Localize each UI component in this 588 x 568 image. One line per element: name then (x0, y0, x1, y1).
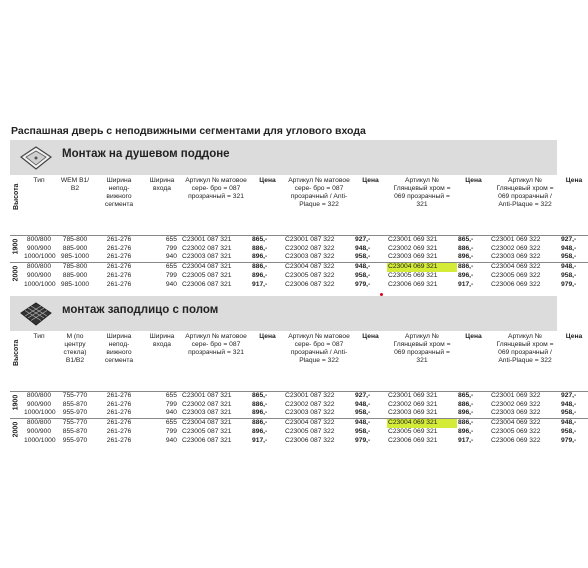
type: 800/800 (23, 236, 55, 245)
price: 958,- (355, 427, 371, 435)
width-range: 985-1000 (60, 253, 90, 261)
price: 886,- (458, 244, 474, 252)
column-header: Цена (465, 333, 482, 340)
width-range: 855-870 (62, 400, 88, 408)
price: 917,- (252, 280, 268, 288)
article-number: C23001 069 322 (490, 236, 560, 245)
article-number: C23003 069 322 (491, 253, 541, 261)
article-number: C23001 069 321 (387, 392, 457, 401)
height-value: 2000 (12, 265, 20, 282)
column-header: WEM B1/ B2 (60, 177, 90, 192)
article-number: C23001 087 322 (284, 392, 354, 401)
entry-width: 655 (143, 263, 181, 272)
price: 865,- (457, 236, 490, 245)
article-number: C23006 087 322 (285, 436, 335, 444)
entry-width: 655 (143, 236, 181, 245)
width-range: 885-900 (62, 271, 88, 279)
table-header-row (10, 331, 588, 392)
fixed-segment-width: 261-276 (106, 244, 132, 252)
height-header: Высота (12, 183, 20, 210)
entry-width: 799 (165, 427, 177, 435)
price: 896,- (458, 427, 474, 435)
price: 896,- (252, 409, 268, 417)
fixed-segment-width: 261-276 (106, 409, 132, 417)
article-number: C23003 087 321 (182, 409, 232, 417)
price: 927,- (354, 392, 387, 401)
entry-width: 799 (165, 244, 177, 252)
article-number: C23005 087 322 (285, 271, 335, 279)
fixed-segment-width: 261-276 (95, 236, 143, 245)
table-row (10, 392, 588, 401)
price-table (10, 331, 588, 445)
type: 1000/1000 (24, 253, 56, 261)
price: 958,- (561, 271, 577, 279)
fixed-segment-width: 261-276 (106, 253, 132, 261)
table-header-row (10, 175, 588, 236)
price: 896,- (458, 271, 474, 279)
column-header: Артикул № матовое сере- бро = 087 прозрачный = 321 (185, 333, 247, 356)
type: 900/900 (26, 271, 52, 279)
price: 948,- (355, 244, 371, 252)
price: 958,- (561, 409, 577, 417)
article-number: C23006 069 322 (491, 436, 541, 444)
width-range: 855-870 (62, 427, 88, 435)
price: 948,- (560, 419, 588, 428)
type: 1000/1000 (24, 409, 56, 417)
column-header: Цена (565, 333, 583, 340)
column-header: Тип (33, 177, 45, 184)
article-number: C23006 087 322 (285, 280, 335, 288)
article-number: C23006 087 321 (182, 280, 232, 288)
column-header: Тип (33, 333, 45, 340)
price: 979,- (355, 436, 371, 444)
section-header (10, 140, 557, 175)
section-title: Монтаж на душевом поддоне (62, 148, 230, 160)
price: 865,- (251, 392, 284, 401)
table-row (10, 281, 588, 290)
article-number: C23003 087 322 (285, 253, 335, 261)
article-number: C23003 087 321 (182, 253, 232, 261)
article-number: C23006 069 321 (388, 436, 438, 444)
price: 948,- (354, 263, 387, 272)
fixed-segment-width: 261-276 (95, 419, 143, 428)
type: 900/900 (26, 427, 52, 435)
column-header: Цена (565, 177, 583, 184)
article-number: C23003 069 322 (491, 409, 541, 417)
height-group-cell (10, 236, 23, 263)
price: 917,- (458, 436, 474, 444)
width-range: 955-970 (62, 409, 88, 417)
width-range: 755-770 (55, 392, 95, 401)
table-row (10, 437, 588, 446)
article-number: C23006 069 321 (388, 280, 438, 288)
price: 958,- (355, 409, 371, 417)
price: 917,- (252, 436, 268, 444)
column-header: M (по центру стекла) B1/B2 (63, 333, 87, 364)
floor-drain-icon (19, 301, 53, 327)
article-number: C23002 069 322 (491, 244, 541, 252)
section-shower-tray (10, 140, 583, 289)
article-number: C23004 069 321 (387, 419, 457, 428)
fixed-segment-width: 261-276 (95, 263, 143, 272)
column-header: Артикул № Глянцевый хром = 069 прозрачный / Anti-Plaque = 322 (496, 177, 554, 208)
width-range: 885-900 (62, 244, 88, 252)
entry-width: 655 (143, 392, 181, 401)
height-group-cell (10, 392, 23, 419)
column-header: Цена (465, 177, 482, 184)
article-number: C23002 087 321 (182, 400, 232, 408)
price: 917,- (458, 280, 474, 288)
section-header (10, 296, 557, 331)
price: 979,- (561, 280, 577, 288)
price: 948,- (355, 400, 371, 408)
price: 886,- (458, 400, 474, 408)
price: 865,- (457, 392, 490, 401)
table-row (10, 245, 588, 254)
fixed-segment-width: 261-276 (106, 271, 132, 279)
column-header (10, 331, 23, 392)
type: 800/800 (23, 392, 55, 401)
height-group-cell (10, 263, 23, 290)
price: 948,- (560, 263, 588, 272)
price: 979,- (355, 280, 371, 288)
column-header: Ширина непод- вижного сегмента (104, 177, 134, 208)
article-number: C23006 087 321 (182, 436, 232, 444)
column-header: Цена (259, 333, 276, 340)
article-number: C23004 087 322 (284, 419, 354, 428)
fixed-segment-width: 261-276 (106, 436, 132, 444)
type: 800/800 (23, 263, 55, 272)
entry-width: 940 (165, 253, 177, 261)
price: 886,- (252, 244, 268, 252)
table-row (10, 236, 588, 245)
article-number: C23004 069 321 (387, 263, 457, 272)
article-number: C23002 087 321 (182, 244, 232, 252)
article-number: C23001 087 321 (181, 392, 251, 401)
price: 927,- (560, 236, 588, 245)
shower-tray-icon (19, 145, 53, 171)
article-number: C23005 087 322 (285, 427, 335, 435)
width-range: 755-770 (55, 419, 95, 428)
width-range: 985-1000 (60, 280, 90, 288)
entry-width: 940 (165, 280, 177, 288)
column-header: Артикул № матовое сере- бро = 087 прозрачный = 321 (185, 177, 247, 200)
height-value: 1900 (12, 238, 20, 255)
article-number: C23005 069 321 (388, 427, 438, 435)
table-row (10, 263, 588, 272)
table-row (10, 272, 588, 281)
price: 886,- (457, 419, 490, 428)
table-row (10, 428, 588, 437)
price: 958,- (561, 253, 577, 261)
height-value: 2000 (12, 421, 20, 438)
price: 896,- (458, 253, 474, 261)
column-header: Артикул № матовое сере- бро = 087 прозрачный / Anti-Plaque = 322 (288, 177, 350, 208)
fixed-segment-width: 261-276 (106, 280, 132, 288)
column-header: Ширина непод- вижного сегмента (104, 333, 134, 364)
height-value: 1900 (12, 394, 20, 411)
price-table (10, 175, 588, 289)
height-header: Высота (12, 339, 20, 366)
article-number: C23002 087 322 (285, 244, 335, 252)
column-header: Артикул № Глянцевый хром = 069 прозрачный = 321 (393, 333, 451, 364)
article-number: C23006 069 322 (491, 280, 541, 288)
price: 865,- (251, 236, 284, 245)
table-row (10, 401, 588, 410)
price: 896,- (252, 271, 268, 279)
price: 958,- (355, 271, 371, 279)
table-row (10, 419, 588, 428)
fixed-segment-width: 261-276 (95, 392, 143, 401)
table-row (10, 409, 588, 418)
entry-width: 799 (165, 271, 177, 279)
article-number: C23005 087 321 (182, 427, 232, 435)
article-number: C23002 069 322 (491, 400, 541, 408)
price: 948,- (354, 419, 387, 428)
column-header: Ширина входа (149, 177, 175, 192)
price: 886,- (457, 263, 490, 272)
article-number: C23004 069 322 (490, 263, 560, 272)
type: 800/800 (23, 419, 55, 428)
type: 1000/1000 (24, 280, 56, 288)
price: 948,- (561, 244, 577, 252)
column-header: Цена (259, 177, 276, 184)
article-number: C23005 069 322 (491, 271, 541, 279)
fixed-segment-width: 261-276 (106, 427, 132, 435)
article-number: C23005 087 321 (182, 271, 232, 279)
width-range: 785-800 (55, 263, 95, 272)
column-header: Артикул № матовое сере- бро = 087 прозрачный / Anti-Plaque = 322 (288, 333, 350, 364)
article-number: C23004 087 321 (181, 419, 251, 428)
fixed-segment-width: 261-276 (106, 400, 132, 408)
article-number: C23002 069 321 (388, 400, 438, 408)
height-group-cell (10, 419, 23, 446)
type: 1000/1000 (24, 436, 56, 444)
column-header: Ширина входа (149, 333, 175, 348)
entry-width: 799 (165, 400, 177, 408)
section-floor-level (10, 296, 583, 445)
price: 896,- (252, 253, 268, 261)
article-number: C23003 069 321 (388, 253, 438, 261)
price: 886,- (252, 400, 268, 408)
article-number: C23001 087 322 (284, 236, 354, 245)
price: 886,- (251, 263, 284, 272)
price: 958,- (561, 427, 577, 435)
entry-width: 940 (165, 409, 177, 417)
entry-width: 940 (165, 436, 177, 444)
price: 896,- (252, 427, 268, 435)
article-number: C23005 069 321 (388, 271, 438, 279)
column-header: Цена (362, 333, 379, 340)
price: 979,- (561, 436, 577, 444)
column-header: Цена (362, 177, 379, 184)
table-row (10, 253, 588, 262)
price: 927,- (560, 392, 588, 401)
width-range: 785-800 (55, 236, 95, 245)
type: 900/900 (26, 244, 52, 252)
width-range: 955-970 (62, 436, 88, 444)
price: 927,- (354, 236, 387, 245)
price: 896,- (458, 409, 474, 417)
price: 886,- (251, 419, 284, 428)
page-title: Распашная дверь с неподвижными сегментами для углового входа (11, 125, 366, 137)
article-number: C23004 069 322 (490, 419, 560, 428)
section-title: монтаж заподлицо с полом (62, 304, 219, 316)
article-number: C23002 069 321 (388, 244, 438, 252)
article-number: C23001 069 321 (387, 236, 457, 245)
article-number: C23004 087 322 (284, 263, 354, 272)
decorative-dot (380, 293, 383, 296)
article-number: C23001 087 321 (181, 236, 251, 245)
article-number: C23001 069 322 (490, 392, 560, 401)
article-number: C23002 087 322 (285, 400, 335, 408)
column-header (10, 175, 23, 236)
column-header: Артикул № Глянцевый хром = 069 прозрачный = 321 (393, 177, 451, 208)
article-number: C23003 069 321 (388, 409, 438, 417)
price: 948,- (561, 400, 577, 408)
column-header: Артикул № Глянцевый хром = 069 прозрачный / Anti-Plaque = 322 (496, 333, 554, 364)
price: 958,- (355, 253, 371, 261)
article-number: C23004 087 321 (181, 263, 251, 272)
entry-width: 655 (143, 419, 181, 428)
article-number: C23003 087 322 (285, 409, 335, 417)
type: 900/900 (26, 400, 52, 408)
article-number: C23005 069 322 (491, 427, 541, 435)
